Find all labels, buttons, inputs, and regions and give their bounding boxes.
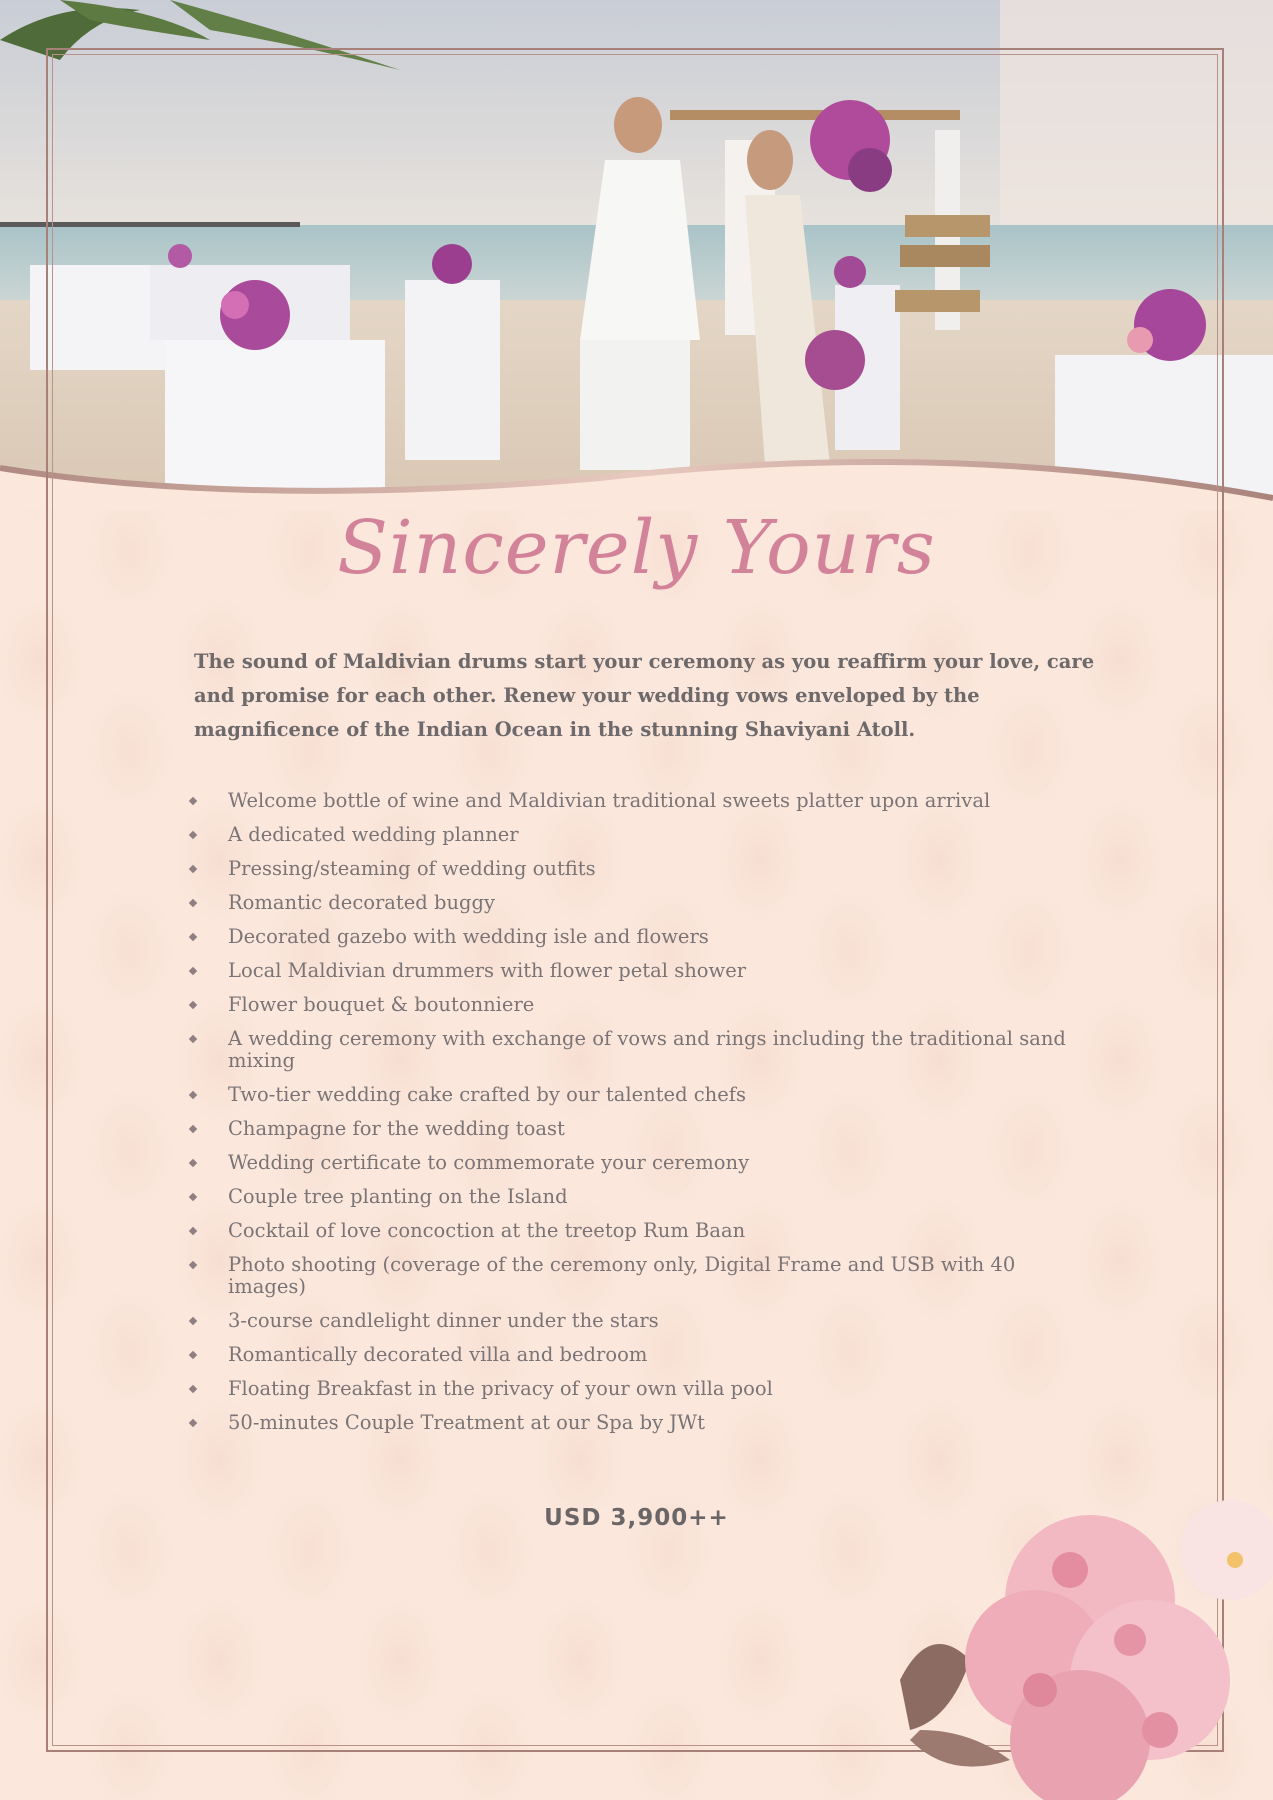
diamond-bullet-icon <box>189 1419 197 1427</box>
feature-text: Wedding certificate to commemorate your ceremony <box>228 1151 750 1174</box>
feature-text: Photo shooting (coverage of the ceremony only, Digital Frame and USB with 40 images) <box>228 1253 1016 1298</box>
diamond-bullet-icon <box>189 1351 197 1359</box>
diamond-bullet-icon <box>189 1317 197 1325</box>
diamond-bullet-icon <box>189 797 197 805</box>
feature-list-item <box>190 892 1070 914</box>
feature-list-item <box>190 1412 1070 1434</box>
diamond-bullet-icon <box>189 1261 197 1269</box>
feature-text: Cocktail of love concoction at the treetop Rum Baan <box>228 1219 746 1242</box>
feature-list-item <box>190 824 1070 846</box>
diamond-bullet-icon <box>189 1091 197 1099</box>
feature-list-item <box>190 1254 1070 1298</box>
feature-text: A dedicated wedding planner <box>228 823 519 846</box>
feature-text: 50-minutes Couple Treatment at our Spa by JWt <box>228 1411 705 1434</box>
feature-list-item <box>190 1084 1070 1106</box>
feature-text: Champagne for the wedding toast <box>228 1117 565 1140</box>
feature-list-item <box>190 1186 1070 1208</box>
feature-list-item <box>190 790 1070 812</box>
hydrangea-decoration <box>890 1490 1273 1800</box>
feature-text: Welcome bottle of wine and Maldivian traditional sweets platter upon arrival <box>228 789 991 812</box>
feature-text: A wedding ceremony with exchange of vows and rings including the traditional sand mixing <box>228 1027 1066 1072</box>
feature-list-item <box>190 858 1070 880</box>
page-title: Sincerely Yours <box>337 505 936 591</box>
diamond-bullet-icon <box>189 831 197 839</box>
feature-list-item <box>190 1152 1070 1174</box>
feature-list-item <box>190 1310 1070 1332</box>
feature-text: Pressing/steaming of wedding outfits <box>228 857 596 880</box>
diamond-bullet-icon <box>189 1035 197 1043</box>
diamond-bullet-icon <box>189 1385 197 1393</box>
feature-text: Romantic decorated buggy <box>228 891 496 914</box>
diamond-bullet-icon <box>189 1159 197 1167</box>
feature-text: Flower bouquet & boutonniere <box>228 993 535 1016</box>
diamond-bullet-icon <box>189 1193 197 1201</box>
diamond-bullet-icon <box>189 967 197 975</box>
feature-list-item <box>190 1220 1070 1242</box>
diamond-bullet-icon <box>189 1001 197 1009</box>
package-price: USD 3,900++ <box>544 1505 729 1531</box>
diamond-bullet-icon <box>189 865 197 873</box>
feature-text: 3-course candlelight dinner under the stars <box>228 1309 659 1332</box>
feature-list-item <box>190 1344 1070 1366</box>
feature-text: Couple tree planting on the Island <box>228 1185 568 1208</box>
feature-text: Floating Breakfast in the privacy of your own villa pool <box>228 1377 773 1400</box>
diamond-bullet-icon <box>189 899 197 907</box>
feature-list-item <box>190 1118 1070 1140</box>
diamond-bullet-icon <box>189 1227 197 1235</box>
feature-text: Two-tier wedding cake crafted by our talented chefs <box>228 1083 746 1106</box>
intro-paragraph: The sound of Maldivian drums start your ceremony as you reaffirm your love, care and promise for each other. Renew your wedding vows enveloped by the magnificence of the Indian Ocean in the stunning Shaviyani Atoll. <box>194 650 1095 741</box>
feature-list-item <box>190 926 1070 948</box>
feature-list-item <box>190 994 1070 1016</box>
feature-list-item <box>190 960 1070 982</box>
feature-text: Decorated gazebo with wedding isle and flowers <box>228 925 709 948</box>
feature-list <box>190 790 1070 1446</box>
feature-text: Romantically decorated villa and bedroom <box>228 1343 648 1366</box>
diamond-bullet-icon <box>189 1125 197 1133</box>
feature-list-item <box>190 1378 1070 1400</box>
feature-list-item <box>190 1028 1070 1072</box>
diamond-bullet-icon <box>189 933 197 941</box>
feature-text: Local Maldivian drummers with flower petal shower <box>228 959 747 982</box>
